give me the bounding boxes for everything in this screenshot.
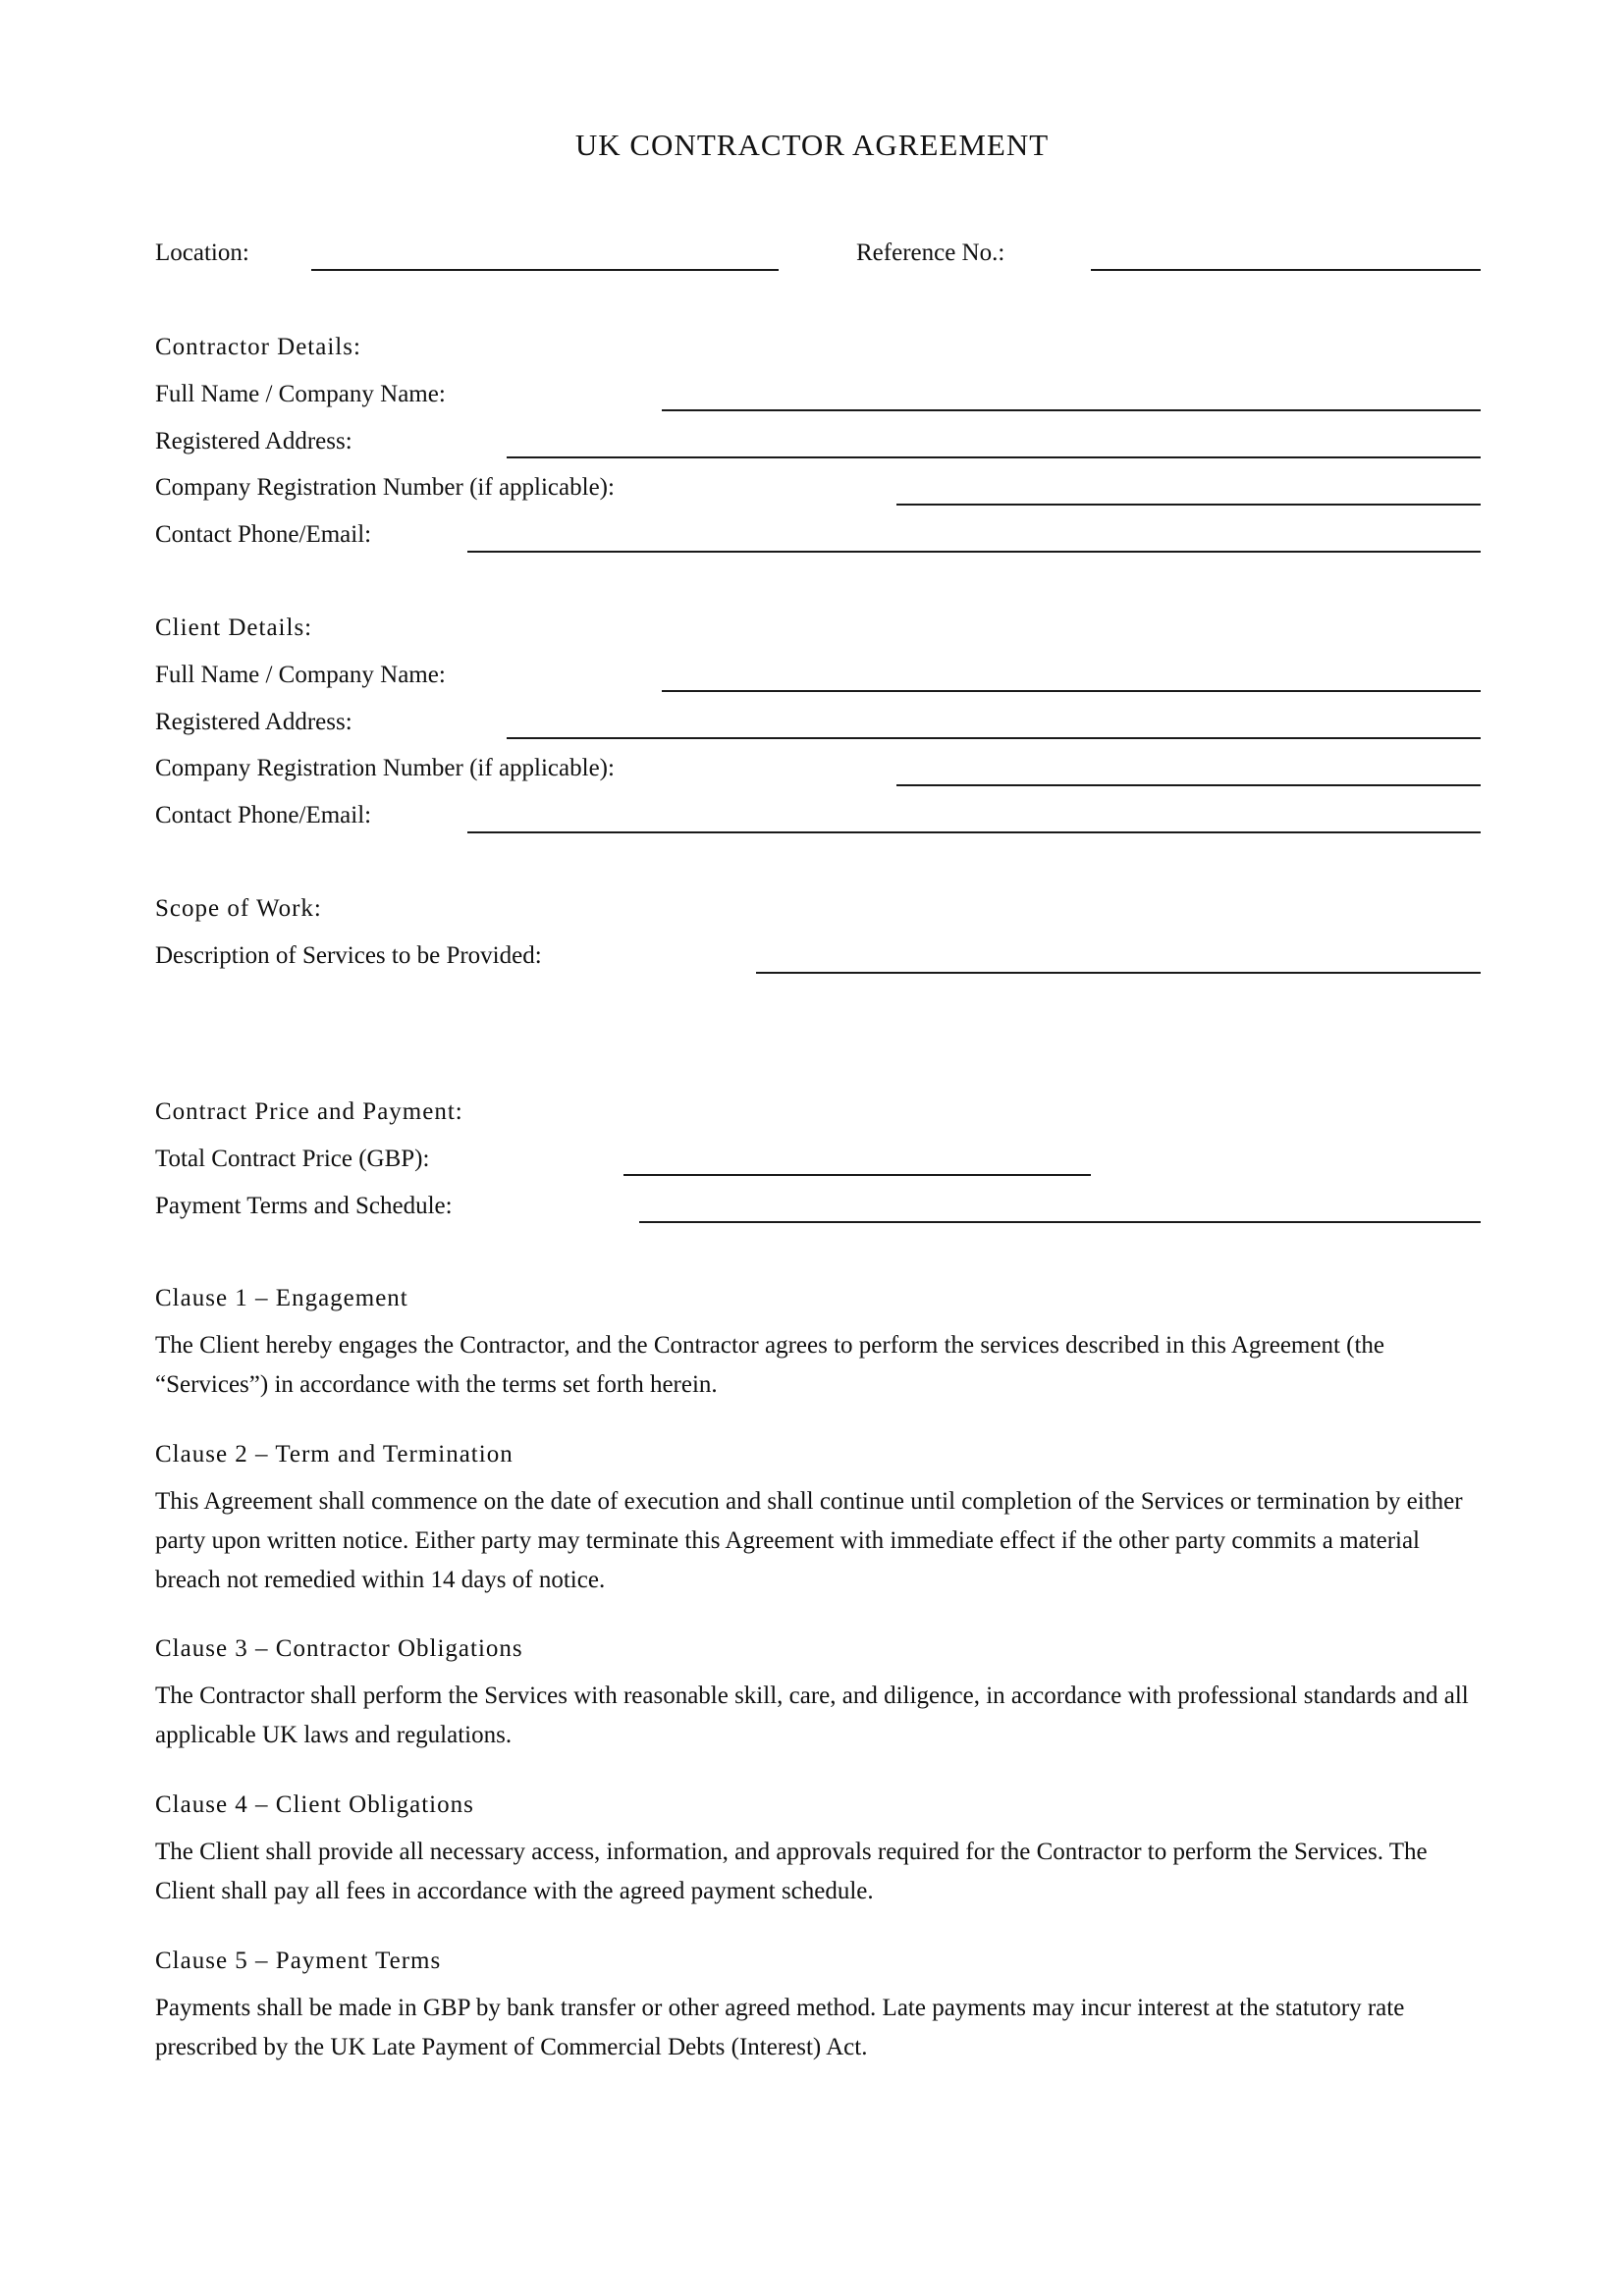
services-description-label: Description of Services to be Provided: bbox=[155, 942, 542, 969]
payment-terms-label: Payment Terms and Schedule: bbox=[155, 1193, 453, 1219]
clause-4-heading: Clause 4 – Client Obligations bbox=[155, 1791, 474, 1818]
services-description-field[interactable] bbox=[756, 972, 1481, 974]
total-contract-price-field[interactable] bbox=[623, 1174, 1091, 1176]
contractor-reg-number-label: Company Registration Number (if applicable): bbox=[155, 474, 615, 501]
clause-2-heading: Clause 2 – Term and Termination bbox=[155, 1441, 514, 1468]
total-contract-price-label: Total Contract Price (GBP): bbox=[155, 1146, 430, 1172]
client-address-field[interactable] bbox=[507, 737, 1481, 739]
scope-of-work-heading: Scope of Work: bbox=[155, 895, 322, 922]
contractor-address-label: Registered Address: bbox=[155, 428, 352, 454]
clause-3-heading: Clause 3 – Contractor Obligations bbox=[155, 1635, 523, 1662]
client-details-heading: Client Details: bbox=[155, 614, 313, 641]
contractor-details-heading: Contractor Details: bbox=[155, 334, 361, 360]
clause-5-text: Payments shall be made in GBP by bank transfer or other agreed method. Late payments may incur interest at the statutory rate prescribed by the UK Late Payment of Commercial Debts (Interest) Act. bbox=[155, 1995, 1405, 2060]
contractor-full-name-label: Full Name / Company Name: bbox=[155, 381, 446, 407]
client-reg-number-field[interactable] bbox=[896, 784, 1481, 786]
clause-3-text: The Contractor shall perform the Services with reasonable skill, care, and diligence, in accordance with professional standards and all applicable UK laws and regulations. bbox=[155, 1682, 1469, 1748]
clause-2-text: This Agreement shall commence on the date of execution and shall continue until completion of the Services or termination by either party upon written notice. Either party may terminate this Agreement with immediate effect if the other party commits a material breach not remedied within 14 days of notice. bbox=[155, 1488, 1463, 1593]
client-contact-label: Contact Phone/Email: bbox=[155, 802, 372, 828]
client-reg-number-label: Company Registration Number (if applicable): bbox=[155, 755, 615, 781]
contractor-full-name-field[interactable] bbox=[662, 409, 1481, 411]
contractor-reg-number-field[interactable] bbox=[896, 504, 1481, 506]
clause-1-text: The Client hereby engages the Contractor, and the Contractor agrees to perform the services described in this Agreement (the “Services”) in accordance with the terms set forth herein. bbox=[155, 1332, 1385, 1398]
location-field[interactable] bbox=[311, 269, 779, 271]
client-address-label: Registered Address: bbox=[155, 709, 352, 735]
payment-terms-field[interactable] bbox=[639, 1221, 1481, 1223]
contractor-contact-label: Contact Phone/Email: bbox=[155, 521, 372, 548]
reference-number-field[interactable] bbox=[1091, 269, 1481, 271]
contract-price-heading: Contract Price and Payment: bbox=[155, 1098, 463, 1125]
client-full-name-field[interactable] bbox=[662, 690, 1481, 692]
location-label: Location: bbox=[155, 240, 249, 266]
client-contact-field[interactable] bbox=[467, 831, 1481, 833]
contractor-address-field[interactable] bbox=[507, 456, 1481, 458]
document-title: UK CONTRACTOR AGREEMENT bbox=[574, 128, 1050, 162]
clause-4-text: The Client shall provide all necessary access, information, and approvals required for the Contractor to perform the Services. The Client shall pay all fees in accordance with the agreed payment schedule. bbox=[155, 1839, 1428, 1904]
contractor-contact-field[interactable] bbox=[467, 551, 1481, 553]
clause-1-heading: Clause 1 – Engagement bbox=[155, 1285, 408, 1311]
clause-5-heading: Clause 5 – Payment Terms bbox=[155, 1948, 442, 1974]
client-full-name-label: Full Name / Company Name: bbox=[155, 662, 446, 688]
reference-number-label: Reference No.: bbox=[856, 240, 1005, 266]
